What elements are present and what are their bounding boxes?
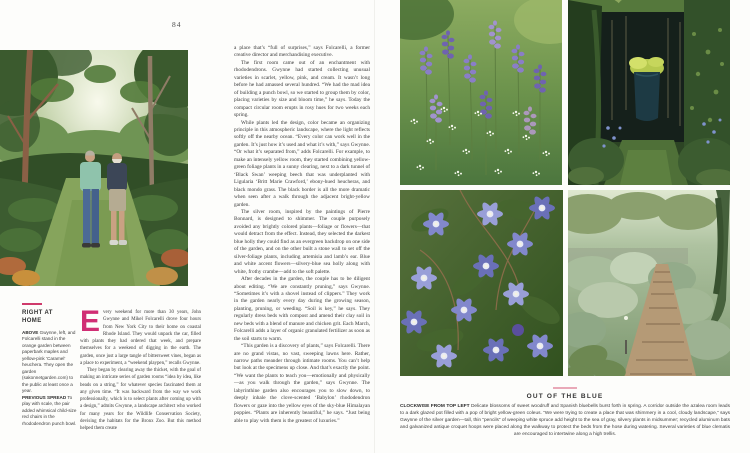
photo-bluebells	[400, 0, 562, 185]
photo-caption-block	[22, 303, 79, 427]
photo-couple-in-garden	[0, 50, 188, 286]
caption-text: Delicate blossoms of sweet woodruff and Spanish bluebells burst forth in spring. A corridor outside the azalea room leads to a dark glazed pot filled with a pop of bright yellow-green coleus. “We were trying to create a place that was shimmery in a cool, cloudy landscape,” says Gwynne of the silver garden—tall, thin “pencils” of weeping white spruce add height to the sea of gray, silvery plants in midsummer; recycled aluminum bats and galvanized antique croquet hoops were placed along the walkway to protect the beds from the hose during watering. Several varieties of blue clematis are encouraged to intertwine along a high trellis.	[400, 404, 730, 437]
article-paragraph: The silver room, inspired by the paintings of Pierre Bonnard, is designed to shimmer. The couple purposely avoided any brightly colored plants—foliage or flowers—that would detract from the effect. Instead, they selected the darkest blue holly they could find as an evergreen backdrop on one side of the garden, and on the other built a stone wall to set off the silver-foliage plants, including artemisia and lamb’s ear. Blue and white accent flowers—silvery-blue sea holly along with white, frothy crambe—add to the soft palette.	[234, 208, 370, 275]
article-paragraph: After decades in the garden, the couple has to be diligent about editing. “We are constantly pruning,” says Gwynne. “Sometimes it’s with a shovel instead of clippers.” They work in the garden nearly every day during the growing season, planting, pruning, or weeding. “Soil is key,” he says. They regularly dress beds with compost and amend their clay soil in new beds with a blend of manure and chicken grit. Each March, Folcarelli adds a layer of organic granulated fertilizer as soon as the soil starts to warm.	[234, 276, 370, 342]
article-paragraph	[80, 305, 201, 367]
article-paragraph: a place that’s “full of surprises,” says Folcarelli, a former creative director and merchandising executive.	[234, 45, 370, 59]
photo-walkway-illustration	[568, 190, 730, 376]
caption-body	[400, 404, 730, 439]
photo-silver-walkway	[568, 190, 730, 376]
photo-clematis-illustration	[400, 190, 563, 376]
out-of-the-blue-caption	[400, 387, 730, 439]
page-number: 84	[172, 20, 182, 29]
article-column-2	[234, 45, 370, 425]
caption-rule-pink	[553, 387, 577, 389]
article-paragraph: They began by clearing away the thicket, with the goal of making an intricate series of garden rooms “idea by idea, like beads on a string,” for whatever species fascinated them at any given time. “It was backward from the way we work professionally, which is to select plants after coming up with a design,” admits Gwynne, a landscape architect who worked for many years for the Wildlife Conservation Society, devising the habitats for the Bronx Zoo. But this method helped them create	[80, 368, 201, 431]
caption-text: Gwynne, left, and Folcarelli stand in the orange garden between paperbark maples and yellow-pink ‘Caramel’ heuchera. They open the garden (sakonnetgarden.com) to the public at least once a year.	[22, 329, 76, 394]
caption-heading: OUT OF THE BLUE	[526, 393, 604, 400]
article-paragraph: The first room came out of an enchantment with rhododendrons. Gwynne had started collecting unusual varieties in scarlet, yellow, pink, and cream. It wasn’t long before he had amassed several hundred. “We had the mad idea of building a punch bowl, so we started to group them by color, placing varieties by size and bloom time,” he says. Today the compact circular room erupts in rosy hues for two weeks each spring.	[234, 59, 370, 119]
article-paragraph: “This garden is a discovery of plants,” says Folcarelli. There are no grand vistas, no vast, sweeping lawns here. Rather, narrow paths meander through intimate rooms. You can’t help but look at the specimens up close. And that’s exactly the point. “We want the plants to teach you—emotionally and physically—as you walk through the garden,” says Gwynne. The labyrinthine garden also encourages you to slow down, to deeply inhale the clove-scented ‘Babylon’ rhododendron flowers or gaze into the yellow eyes of the sky-blue Himalayan poppies. “Plants are inherently beautiful,” he says. “Just being able to play with them is the greatest of luxuries.”	[234, 343, 370, 424]
drop-cap: E	[80, 305, 101, 338]
article-paragraph: While plants led the design, color became an organizing principle in this atmospheric landscape, where the light reflects softly off the nearby ocean. “Every color can work well in the garden. It’s just how it’s used and what it’s with,” says Gwynne. “Or what it’s separated from,” adds Folcarelli. For example, to make an intensely yellow room, they started combining yellow-green foliage plants in a sunny clearing, next to a dark tunnel of ‘Black Swan’ weeping beech that was underplanted with Ligularia ‘Britt Marie Crawford,’ ebony-hued heucheras, and black mondo grass. The black border is all the more dramatic when seen after a walk through the adjacent bright-yellow garden.	[234, 119, 370, 208]
caption-label: PREVIOUS SPREAD	[22, 394, 67, 400]
page-right	[375, 0, 750, 453]
figure-gwynne	[80, 151, 101, 248]
caption-item-previous-spread	[22, 395, 79, 428]
photo-clematis	[400, 190, 563, 376]
caption-label: ABOVE	[22, 329, 39, 335]
paragraph-text: very weekend for more than 30 years, John Gwynne and Mikel Folcarelli drove four hours from New York City to their home on coastal Rhode Island. They would unpack the car, filled with plants they had ordered that week, and prepare themselves for a weekend of digging in the earth. The garden, once just a large tangle of bittersweet vines, began as a place to experiment, a “weekend playpen,” recalls Gwynne.	[80, 310, 201, 366]
article-column-1	[80, 305, 201, 432]
photo-corridor-pot	[568, 0, 730, 185]
photo-bluebells-illustration	[400, 0, 562, 185]
photo-couple-illustration	[0, 50, 188, 286]
caption-rule	[22, 303, 42, 305]
photo-corridor-illustration	[568, 0, 730, 185]
caption-text: To play with scale, the pair added whimsical child-size red chairs in the rhododendron punch bowl.	[22, 394, 77, 426]
caption-item-above	[22, 330, 79, 395]
caption-title: RIGHT AT HOME	[22, 310, 53, 324]
caption-lead-in: CLOCKWISE FROM TOP LEFT	[400, 404, 470, 409]
